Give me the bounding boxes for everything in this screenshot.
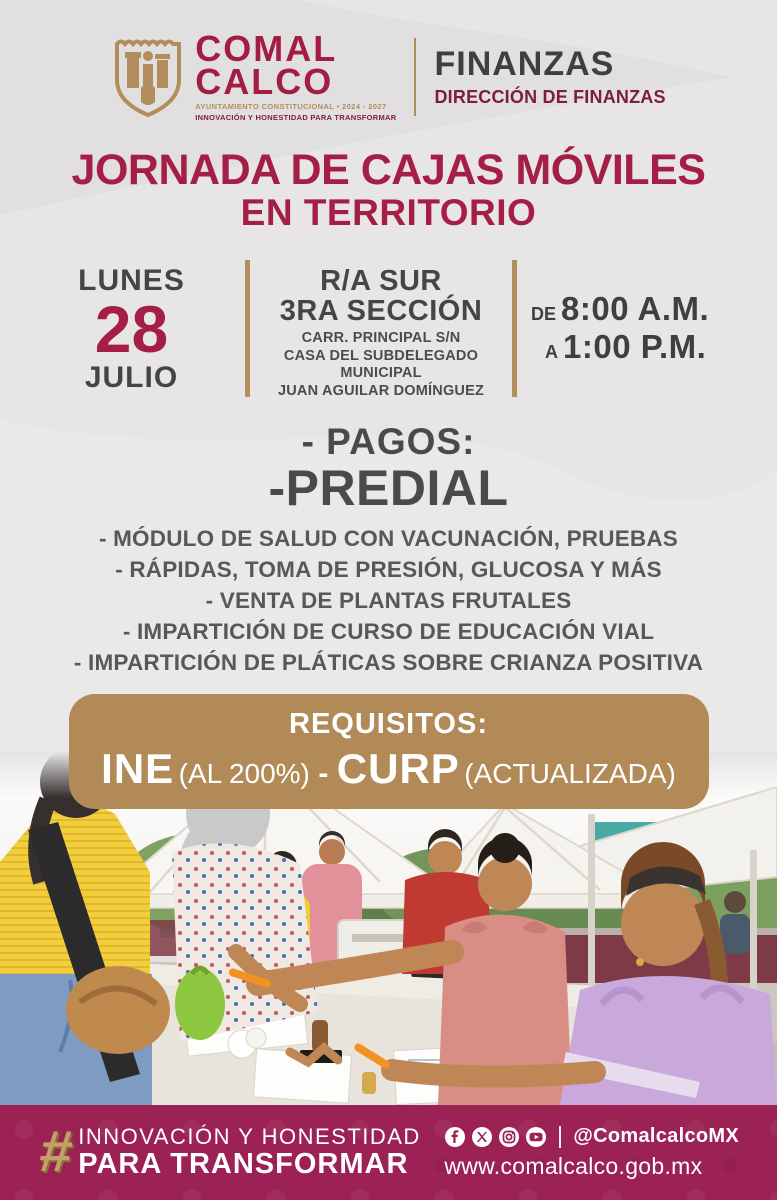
header-divider <box>414 38 416 116</box>
services-list <box>0 523 777 678</box>
location-address <box>256 330 506 401</box>
requirements-heading: REQUISITOS: <box>289 707 488 740</box>
logo-subtitle-term: AYUNTAMIENTO CONSTITUCIONAL • 2024 - 2027 <box>195 102 387 112</box>
event-month: JULIO <box>84 360 179 394</box>
requirement-curp: CURP <box>336 744 460 792</box>
service-item: - MÓDULO DE SALUD CON VACUNACIÓN, PRUEBAS <box>98 525 679 551</box>
shield-icon <box>111 36 185 118</box>
youtube-icon <box>525 1126 547 1148</box>
service-item: - IMPARTICIÓN DE PLÁTICAS SOBRE CRIANZA POSITIVA <box>73 649 704 675</box>
website-url: www.comalcalco.gob.mx <box>444 1153 703 1179</box>
services-highlight: -PREDIAL <box>268 459 509 516</box>
service-item: - RÁPIDAS, TOMA DE PRESIÓN, GLUCOSA Y MÁS <box>115 556 662 582</box>
page-title <box>0 148 777 234</box>
requirements-box <box>69 694 709 809</box>
requirements-separator: - <box>318 756 329 790</box>
footer <box>0 1105 777 1200</box>
department-subtitle: DIRECCIÓN DE FINANZAS <box>434 86 666 107</box>
event-day: LUNES <box>78 264 185 298</box>
gold-divider-left <box>245 260 250 397</box>
time-from <box>531 290 753 328</box>
logo-name-line1: COMAL <box>195 28 338 69</box>
address-line: CASA DEL SUBDELEGADO <box>283 347 479 364</box>
slogan-line1: INNOVACIÓN Y HONESTIDAD <box>78 1123 421 1149</box>
comalcalco-logo <box>111 28 397 123</box>
logo-subtitle-slogan: INNOVACIÓN Y HONESTIDAD PARA TRANSFORMAR <box>195 113 397 123</box>
gold-divider-right <box>512 260 517 397</box>
address-line: CARR. PRINCIPAL S/N <box>301 329 461 346</box>
slogan-line2: PARA TRANSFORMAR <box>78 1148 409 1181</box>
time-from-label: DE <box>531 304 557 325</box>
title-line2: EN TERRITORIO <box>240 192 537 234</box>
event-location <box>256 256 506 401</box>
services-heading: - PAGOS: <box>301 420 476 462</box>
facebook-icon <box>444 1126 466 1148</box>
service-item: - IMPARTICIÓN DE CURSO DE EDUCACIÓN VIAL <box>122 618 655 644</box>
time-to <box>531 328 753 366</box>
time-from-value: 8:00 A.M. <box>561 290 710 328</box>
event-info-row <box>0 256 777 401</box>
footer-contact <box>444 1125 739 1180</box>
event-date <box>24 256 239 401</box>
event-time <box>523 256 753 401</box>
services-section <box>0 421 777 678</box>
requirement-ine-note: (AL 200%) <box>178 757 310 789</box>
title-line1: JORNADA DE CAJAS MÓVILES <box>71 146 706 195</box>
department-name: FINANZAS <box>434 44 615 83</box>
instagram-icon <box>498 1126 520 1148</box>
footer-separator <box>559 1126 561 1148</box>
footer-slogan <box>36 1119 421 1185</box>
time-to-label: A <box>545 342 558 363</box>
location-line1: R/A SUR <box>320 265 442 298</box>
social-handle: @ComalcalcoMX <box>573 1125 739 1147</box>
time-to-value: 1:00 P.M. <box>563 328 707 366</box>
header <box>0 0 777 122</box>
requirements-line <box>79 745 699 793</box>
requirement-curp-note: (ACTUALIZADA) <box>464 757 676 789</box>
department-block <box>434 44 666 108</box>
social-icons <box>444 1126 547 1148</box>
logo-wordmark <box>195 28 397 123</box>
service-item: - VENTA DE PLANTAS FRUTALES <box>205 587 572 613</box>
hashtag-icon: # <box>36 1119 76 1185</box>
x-icon <box>471 1126 493 1148</box>
requirement-ine: INE <box>101 744 175 792</box>
logo-name-line2: CALCO <box>195 61 334 103</box>
address-line: MUNICIPAL <box>340 365 422 382</box>
event-date-number: 28 <box>94 292 169 367</box>
address-line: JUAN AGUILAR DOMÍNGUEZ <box>277 382 485 399</box>
location-line2: 3RA SECCIÓN <box>279 295 483 328</box>
